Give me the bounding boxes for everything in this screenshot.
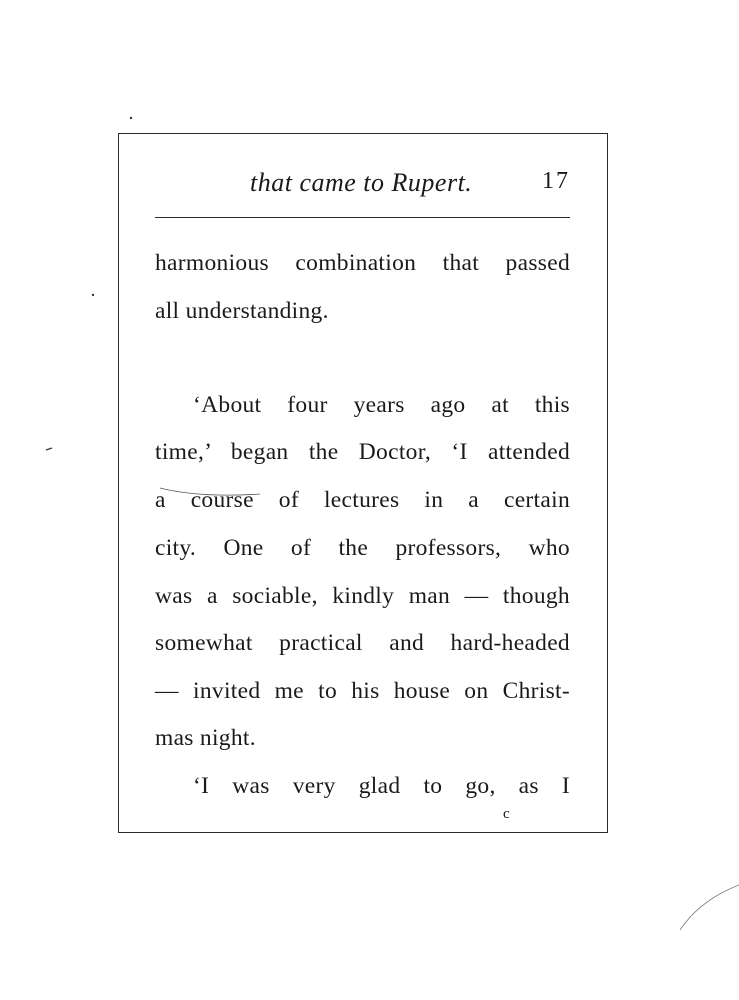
running-head xyxy=(155,168,570,204)
running-title: that came to Rupert. xyxy=(250,168,473,197)
text-line: was a sociable, kindly man — though xyxy=(155,583,570,609)
text-line: all understanding. xyxy=(155,298,329,324)
text-line: — invited me to his house on Christ- xyxy=(155,678,570,704)
text-line: time,’ began the Doctor, ‘I attended xyxy=(155,439,570,465)
signature-mark: c xyxy=(503,806,510,822)
header-rule xyxy=(155,217,570,218)
text-line: ‘About four years ago at this xyxy=(193,392,570,418)
text-line: harmonious combination that passed xyxy=(155,250,570,276)
text-line: a course of lectures in a certain xyxy=(155,487,570,513)
text-line: somewhat practical and hard-headed xyxy=(155,630,570,656)
text-line: mas night. xyxy=(155,725,256,751)
page-number: 17 xyxy=(542,168,570,194)
text-line: city. One of the professors, who xyxy=(155,535,570,561)
text-line: ‘I was very glad to go, as I xyxy=(193,773,570,799)
